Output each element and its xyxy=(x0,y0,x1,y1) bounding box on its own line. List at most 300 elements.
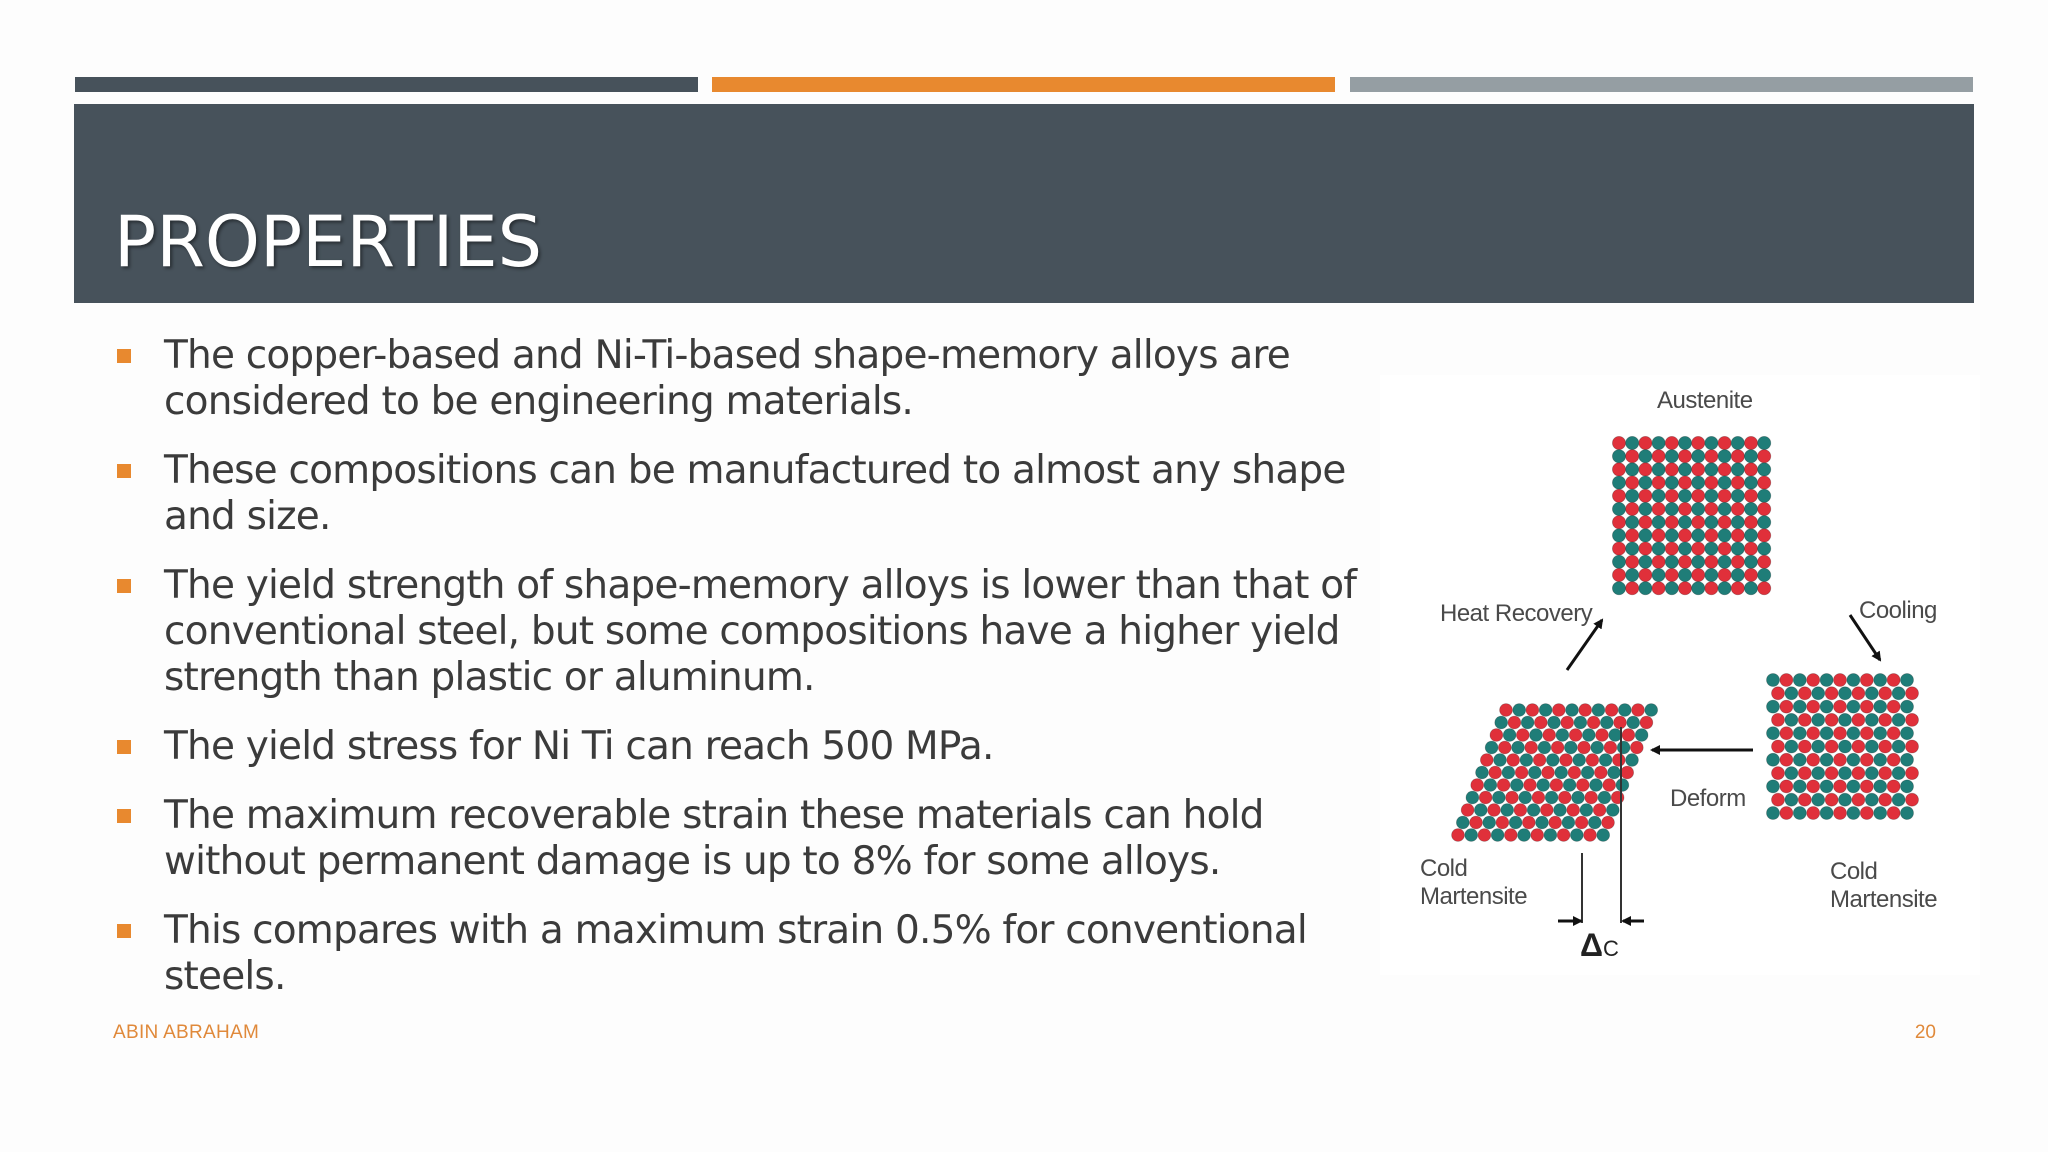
atom xyxy=(1812,713,1825,726)
atom xyxy=(1569,729,1582,742)
atom xyxy=(1626,568,1639,581)
heat-recovery-label: Heat Recovery xyxy=(1440,600,1593,627)
slide-title: PROPERTIES xyxy=(114,201,542,283)
atom xyxy=(1652,476,1665,489)
bullet-list xyxy=(112,333,1392,1023)
atom xyxy=(1860,674,1873,687)
atom xyxy=(1865,767,1878,780)
atom xyxy=(1527,804,1540,817)
atom xyxy=(1552,704,1565,717)
bullet-item xyxy=(112,724,1392,770)
atom xyxy=(1531,829,1544,842)
atom xyxy=(1758,516,1771,529)
atom xyxy=(1635,729,1648,742)
atom xyxy=(1812,793,1825,806)
atom xyxy=(1548,716,1561,729)
atom xyxy=(1665,582,1678,595)
atom xyxy=(1490,729,1503,742)
atom xyxy=(1758,463,1771,476)
atom xyxy=(1510,779,1523,792)
atom xyxy=(1560,754,1573,767)
atom xyxy=(1626,516,1639,529)
atom xyxy=(1718,463,1731,476)
atom xyxy=(1540,804,1553,817)
shape-memory-diagram xyxy=(1380,375,1980,975)
atom xyxy=(1718,476,1731,489)
atom xyxy=(1592,704,1605,717)
cooling-label: Cooling xyxy=(1859,597,1937,624)
atom xyxy=(1767,753,1780,766)
atom xyxy=(1874,700,1887,713)
atom xyxy=(1807,807,1820,820)
atom xyxy=(1614,716,1627,729)
atom xyxy=(1807,700,1820,713)
bullet-item xyxy=(112,563,1392,701)
atom xyxy=(1536,816,1549,829)
atom xyxy=(1847,674,1860,687)
atom xyxy=(1678,555,1691,568)
cold-martensite-left-line1: Cold xyxy=(1420,855,1468,882)
atom xyxy=(1626,582,1639,595)
atom xyxy=(1852,687,1865,700)
atom xyxy=(1731,542,1744,555)
atom xyxy=(1887,753,1900,766)
atom xyxy=(1879,713,1892,726)
atom xyxy=(1545,791,1558,804)
atom xyxy=(1639,476,1652,489)
atom xyxy=(1612,555,1625,568)
atom xyxy=(1474,804,1487,817)
atom xyxy=(1575,816,1588,829)
atom xyxy=(1509,816,1522,829)
atom xyxy=(1887,807,1900,820)
atom xyxy=(1812,767,1825,780)
atom xyxy=(1718,450,1731,463)
atom xyxy=(1652,542,1665,555)
atom xyxy=(1820,727,1833,740)
atom xyxy=(1466,791,1479,804)
atom xyxy=(1567,804,1580,817)
atom xyxy=(1516,729,1529,742)
atom xyxy=(1678,542,1691,555)
atom xyxy=(1621,766,1634,779)
atom xyxy=(1892,793,1905,806)
atom xyxy=(1901,753,1914,766)
author-footer: ABIN ABRAHAM xyxy=(113,1022,260,1043)
atom xyxy=(1847,780,1860,793)
atom xyxy=(1639,516,1652,529)
atom xyxy=(1665,463,1678,476)
atom xyxy=(1665,529,1678,542)
atom xyxy=(1798,767,1811,780)
atom xyxy=(1785,713,1798,726)
atom xyxy=(1513,704,1526,717)
atom xyxy=(1678,476,1691,489)
atom xyxy=(1744,529,1757,542)
atom xyxy=(1456,816,1469,829)
atom xyxy=(1780,753,1793,766)
atom xyxy=(1852,793,1865,806)
atom xyxy=(1665,450,1678,463)
atom xyxy=(1807,780,1820,793)
atom xyxy=(1874,674,1887,687)
atom xyxy=(1692,529,1705,542)
atom xyxy=(1887,727,1900,740)
atom xyxy=(1652,502,1665,515)
atom xyxy=(1744,463,1757,476)
atom xyxy=(1793,780,1806,793)
atom xyxy=(1731,463,1744,476)
atom xyxy=(1692,489,1705,502)
atom xyxy=(1847,753,1860,766)
delta-subscript: C xyxy=(1603,936,1619,961)
atom xyxy=(1744,568,1757,581)
atom xyxy=(1506,791,1519,804)
atom xyxy=(1521,716,1534,729)
atom xyxy=(1678,489,1691,502)
atom xyxy=(1496,816,1509,829)
atom xyxy=(1639,582,1652,595)
atom xyxy=(1887,700,1900,713)
atom xyxy=(1598,791,1611,804)
atom xyxy=(1605,704,1618,717)
atom xyxy=(1665,476,1678,489)
atom xyxy=(1612,476,1625,489)
atom xyxy=(1678,529,1691,542)
atom xyxy=(1692,436,1705,449)
atom xyxy=(1772,767,1785,780)
atom xyxy=(1480,754,1493,767)
atom xyxy=(1834,674,1847,687)
atom xyxy=(1692,450,1705,463)
atom xyxy=(1865,740,1878,753)
atom xyxy=(1515,766,1528,779)
atom xyxy=(1820,780,1833,793)
top-bar-orange xyxy=(712,77,1335,92)
atom xyxy=(1879,793,1892,806)
atom xyxy=(1731,555,1744,568)
atom xyxy=(1834,807,1847,820)
atom xyxy=(1645,704,1658,717)
atom xyxy=(1570,829,1583,842)
atom xyxy=(1597,829,1610,842)
atom xyxy=(1612,450,1625,463)
atom xyxy=(1479,791,1492,804)
atom xyxy=(1798,687,1811,700)
atom xyxy=(1705,542,1718,555)
atom xyxy=(1652,582,1665,595)
delta-c-label xyxy=(1580,927,1619,964)
atom xyxy=(1526,704,1539,717)
atom xyxy=(1705,568,1718,581)
atom xyxy=(1825,793,1838,806)
atom xyxy=(1678,463,1691,476)
atom xyxy=(1572,791,1585,804)
atom xyxy=(1652,529,1665,542)
atom xyxy=(1563,779,1576,792)
bullet-text: The copper-based and Ni-Ti-based shape-memory alloys are considered to be engineering materials. xyxy=(164,333,1291,424)
bullet-text: These compositions can be manufactured to almost any shape and size. xyxy=(164,448,1346,539)
atom xyxy=(1834,780,1847,793)
atom xyxy=(1564,741,1577,754)
atom xyxy=(1906,740,1919,753)
atom xyxy=(1874,780,1887,793)
atom xyxy=(1626,489,1639,502)
atom xyxy=(1692,516,1705,529)
atom xyxy=(1478,829,1491,842)
atom xyxy=(1906,713,1919,726)
atom xyxy=(1538,741,1551,754)
atom xyxy=(1588,816,1601,829)
atom xyxy=(1581,766,1594,779)
page-number: 20 xyxy=(1914,1022,1936,1043)
atom xyxy=(1609,729,1622,742)
atom xyxy=(1767,807,1780,820)
atom xyxy=(1606,804,1619,817)
atom xyxy=(1744,542,1757,555)
atom xyxy=(1576,779,1589,792)
atom xyxy=(1678,582,1691,595)
atom xyxy=(1901,807,1914,820)
atom xyxy=(1860,727,1873,740)
atom xyxy=(1847,727,1860,740)
atom xyxy=(1584,829,1597,842)
atom xyxy=(1793,807,1806,820)
atom xyxy=(1626,436,1639,449)
atom xyxy=(1639,502,1652,515)
atom xyxy=(1484,779,1497,792)
atom xyxy=(1780,700,1793,713)
atom xyxy=(1705,476,1718,489)
atom xyxy=(1767,674,1780,687)
bullet-item xyxy=(112,908,1392,1000)
atom xyxy=(1551,741,1564,754)
top-bar-slate xyxy=(75,77,698,92)
atom xyxy=(1502,766,1515,779)
atom xyxy=(1639,436,1652,449)
atom xyxy=(1758,542,1771,555)
atom xyxy=(1489,766,1502,779)
atom xyxy=(1744,436,1757,449)
atom xyxy=(1652,568,1665,581)
twinned-martensite-lattice xyxy=(1767,674,1919,820)
atom xyxy=(1518,829,1531,842)
atom xyxy=(1611,791,1624,804)
atom xyxy=(1780,674,1793,687)
atom xyxy=(1834,753,1847,766)
atom xyxy=(1557,829,1570,842)
atom xyxy=(1512,741,1525,754)
atom xyxy=(1544,829,1557,842)
atom xyxy=(1590,779,1603,792)
atom xyxy=(1798,713,1811,726)
atom xyxy=(1744,516,1757,529)
atom xyxy=(1892,713,1905,726)
atom xyxy=(1539,704,1552,717)
atom xyxy=(1500,704,1513,717)
atom xyxy=(1549,816,1562,829)
atom xyxy=(1542,766,1555,779)
atom xyxy=(1772,793,1785,806)
atom xyxy=(1785,767,1798,780)
atom xyxy=(1612,582,1625,595)
atom xyxy=(1665,555,1678,568)
atom xyxy=(1692,502,1705,515)
atom xyxy=(1678,450,1691,463)
atom xyxy=(1785,687,1798,700)
atom xyxy=(1692,568,1705,581)
atom xyxy=(1485,741,1498,754)
bullet-item xyxy=(112,793,1392,885)
atom xyxy=(1879,740,1892,753)
atom xyxy=(1652,436,1665,449)
atom xyxy=(1793,753,1806,766)
atom xyxy=(1612,502,1625,515)
atom xyxy=(1758,436,1771,449)
atom xyxy=(1879,767,1892,780)
atom xyxy=(1825,767,1838,780)
atom xyxy=(1767,700,1780,713)
bullet-text: The yield stress for Ni Ti can reach 500 MPa. xyxy=(164,724,994,769)
austenite-label: Austenite xyxy=(1657,387,1753,414)
cold-martensite-left-label xyxy=(1420,855,1527,911)
title-band xyxy=(74,104,1974,303)
atom xyxy=(1622,729,1635,742)
atom xyxy=(1537,779,1550,792)
atom xyxy=(1839,687,1852,700)
atom xyxy=(1554,804,1567,817)
atom xyxy=(1705,436,1718,449)
atom xyxy=(1860,700,1873,713)
atom xyxy=(1585,791,1598,804)
atom xyxy=(1639,568,1652,581)
atom xyxy=(1665,502,1678,515)
atom xyxy=(1901,700,1914,713)
atom xyxy=(1692,476,1705,489)
atom xyxy=(1612,489,1625,502)
atom xyxy=(1461,804,1474,817)
atom xyxy=(1892,687,1905,700)
atom xyxy=(1602,816,1615,829)
atom xyxy=(1522,816,1535,829)
atom xyxy=(1573,754,1586,767)
atom xyxy=(1731,502,1744,515)
atom xyxy=(1626,529,1639,542)
atom xyxy=(1906,687,1919,700)
square-bullet-icon xyxy=(117,740,131,754)
bullet-text: The maximum recoverable strain these materials can hold without permanent damage is up to 8% for some alloys. xyxy=(164,793,1264,884)
atom xyxy=(1705,489,1718,502)
atom xyxy=(1758,568,1771,581)
atom xyxy=(1579,704,1592,717)
atom xyxy=(1612,529,1625,542)
atom xyxy=(1834,700,1847,713)
atom xyxy=(1476,766,1489,779)
atom xyxy=(1568,766,1581,779)
atom xyxy=(1705,502,1718,515)
cold-martensite-left-line2: Martensite xyxy=(1420,883,1528,910)
atom xyxy=(1632,704,1645,717)
atom xyxy=(1556,729,1569,742)
atom xyxy=(1558,791,1571,804)
atom xyxy=(1785,793,1798,806)
atom xyxy=(1705,516,1718,529)
atom xyxy=(1758,489,1771,502)
atom xyxy=(1772,713,1785,726)
atom xyxy=(1626,555,1639,568)
atom xyxy=(1758,529,1771,542)
atom xyxy=(1452,829,1465,842)
atom xyxy=(1718,489,1731,502)
atom xyxy=(1640,716,1653,729)
atom xyxy=(1780,807,1793,820)
atom xyxy=(1906,767,1919,780)
atom xyxy=(1758,476,1771,489)
atom xyxy=(1834,727,1847,740)
atom xyxy=(1718,542,1731,555)
atom xyxy=(1530,729,1543,742)
atom xyxy=(1772,687,1785,700)
atom xyxy=(1652,450,1665,463)
deformed-martensite-lattice xyxy=(1452,704,1658,842)
atom xyxy=(1495,716,1508,729)
atom xyxy=(1718,568,1731,581)
atom xyxy=(1780,780,1793,793)
atom xyxy=(1705,450,1718,463)
atom xyxy=(1839,740,1852,753)
atom xyxy=(1599,754,1612,767)
atom xyxy=(1793,700,1806,713)
atom xyxy=(1807,727,1820,740)
atom xyxy=(1612,754,1625,767)
atom xyxy=(1497,779,1510,792)
atom xyxy=(1793,674,1806,687)
atom xyxy=(1718,502,1731,515)
square-bullet-icon xyxy=(117,349,131,363)
atom xyxy=(1593,804,1606,817)
atom xyxy=(1874,727,1887,740)
atom xyxy=(1692,555,1705,568)
atom xyxy=(1798,740,1811,753)
atom xyxy=(1705,582,1718,595)
atom xyxy=(1504,829,1517,842)
atom xyxy=(1820,700,1833,713)
atom xyxy=(1865,713,1878,726)
atom xyxy=(1820,674,1833,687)
atom xyxy=(1767,727,1780,740)
atom xyxy=(1612,542,1625,555)
atom xyxy=(1865,793,1878,806)
atom xyxy=(1503,729,1516,742)
atom xyxy=(1705,529,1718,542)
cold-martensite-right-label xyxy=(1830,858,1937,914)
atom xyxy=(1626,450,1639,463)
atom xyxy=(1508,716,1521,729)
atom xyxy=(1780,727,1793,740)
atom xyxy=(1860,753,1873,766)
atom xyxy=(1491,829,1504,842)
atom xyxy=(1604,741,1617,754)
atom xyxy=(1812,687,1825,700)
atom xyxy=(1630,741,1643,754)
atom xyxy=(1665,542,1678,555)
atom xyxy=(1731,516,1744,529)
atom xyxy=(1586,754,1599,767)
square-bullet-icon xyxy=(117,924,131,938)
atom xyxy=(1616,779,1629,792)
atom xyxy=(1874,753,1887,766)
atom xyxy=(1767,780,1780,793)
